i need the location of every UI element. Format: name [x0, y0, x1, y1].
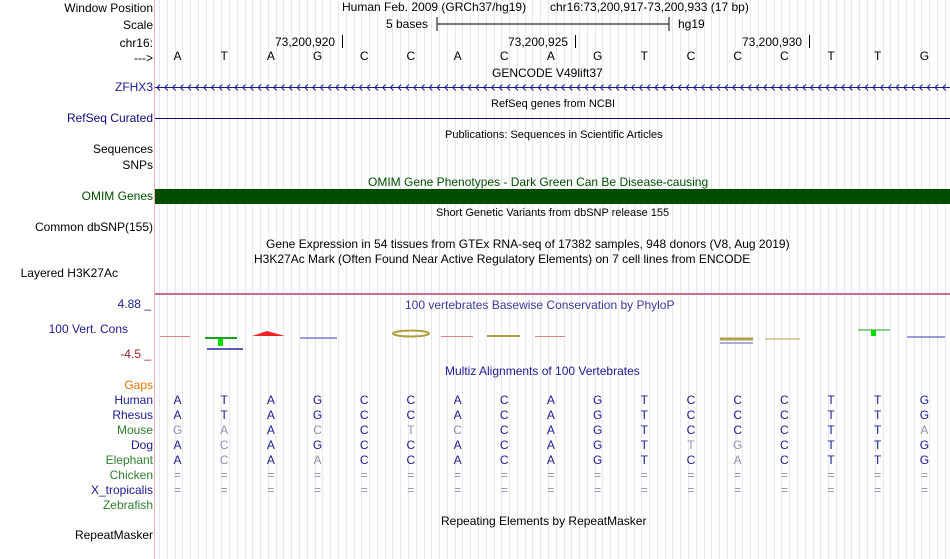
aligned-base: C	[686, 393, 696, 407]
aligned-base: =	[780, 468, 788, 482]
species-label-mouse[interactable]: Mouse	[116, 423, 153, 437]
aligned-base: =	[173, 468, 181, 482]
phylop-min-label: -4.5 _	[120, 347, 151, 361]
omim-track-title: OMIM Gene Phenotypes - Dark Green Can Be Disease-causing	[368, 175, 709, 189]
species-label-human[interactable]: Human	[114, 393, 153, 407]
aligned-base: C	[499, 453, 509, 467]
aligned-base: =	[407, 468, 415, 482]
aligned-base: T	[407, 423, 415, 437]
aligned-base: =	[267, 483, 275, 497]
aligned-base: =	[687, 468, 695, 482]
aligned-base: C	[686, 408, 696, 422]
reference-base: T	[640, 49, 648, 63]
chrom-label: chr16:	[119, 36, 153, 50]
aligned-base: =	[780, 483, 788, 497]
aligned-base: G	[592, 453, 603, 467]
aligned-base: T	[220, 393, 228, 407]
aligned-base: T	[640, 393, 648, 407]
aligned-base: =	[267, 468, 275, 482]
aligned-base: C	[779, 453, 789, 467]
aligned-base: =	[220, 483, 228, 497]
aligned-base: T	[640, 423, 648, 437]
coord-label-1: 73,200,920	[275, 35, 336, 49]
aligned-base: =	[547, 468, 555, 482]
sequences-track-label[interactable]: Sequences	[92, 142, 153, 156]
phylop-signal[interactable]	[155, 0, 950, 360]
aligned-base: =	[454, 483, 462, 497]
aligned-base: A	[266, 453, 275, 467]
aligned-base: A	[546, 393, 555, 407]
species-label-zebrafish[interactable]: Zebrafish	[102, 498, 153, 512]
aligned-base: T	[687, 438, 695, 452]
dbsnp-track-title: Short Genetic Variants from dbSNP release 155	[436, 207, 670, 219]
aligned-base: C	[219, 438, 229, 452]
aligned-base: C	[406, 408, 416, 422]
reference-base: C	[406, 49, 416, 63]
assembly-name: Human Feb. 2009 (GRCh37/hg19)	[342, 0, 527, 14]
omim-track-label[interactable]: OMIM Genes	[81, 189, 153, 203]
gtex-track-title: Gene Expression in 54 tissues from GTEx RNA-seq of 17382 samples, 948 donors (V8, Aug 2019)	[266, 237, 790, 251]
species-label-x_tropicalis[interactable]: X_tropicalis	[90, 483, 153, 497]
aligned-base: =	[640, 483, 648, 497]
aligned-base: T	[874, 393, 882, 407]
aligned-base: C	[406, 438, 416, 452]
reference-base: G	[592, 49, 603, 63]
phylop-track-title: 100 vertebrates Basewise Conservation by PhyloP	[405, 298, 675, 312]
reference-base: C	[359, 49, 369, 63]
h3k27ac-track-title: H3K27Ac Mark (Often Found Near Active Regulatory Elements) on 7 cell lines from ENCODE	[254, 252, 751, 266]
track-area[interactable]	[155, 0, 950, 559]
aligned-base: C	[779, 393, 789, 407]
reference-base: G	[919, 49, 930, 63]
repeatmasker-track-label[interactable]: RepeatMasker	[74, 528, 153, 542]
aligned-base: G	[592, 438, 603, 452]
h3k27ac-track-label[interactable]: Layered H3K27Ac	[20, 266, 118, 280]
aligned-base: C	[779, 408, 789, 422]
aligned-base: C	[219, 453, 229, 467]
phylop-track-label[interactable]: 100 Vert. Cons	[48, 322, 128, 336]
gencode-track-title: GENCODE V49lift37	[492, 66, 603, 80]
aligned-base: C	[406, 393, 416, 407]
aligned-base: T	[827, 423, 835, 437]
aligned-base: C	[313, 423, 322, 437]
window-position: chr16:73,200,917-73,200,933 (17 bp)	[550, 0, 749, 14]
aligned-base: T	[640, 408, 648, 422]
aligned-base: A	[313, 453, 322, 467]
coord-label-2: 73,200,925	[508, 35, 569, 49]
aligned-base: =	[920, 483, 928, 497]
aligned-base: =	[500, 483, 508, 497]
aligned-base: =	[314, 468, 322, 482]
aligned-base: T	[874, 438, 882, 452]
snps-track-label[interactable]: SNPs	[122, 158, 153, 172]
aligned-base: C	[733, 393, 742, 407]
reference-base: A	[173, 49, 182, 63]
aligned-base: C	[499, 408, 509, 422]
aligned-base: C	[359, 423, 369, 437]
gaps-label: Gaps	[124, 378, 153, 392]
aligned-base: A	[453, 408, 462, 422]
reference-base: C	[499, 49, 509, 63]
aligned-base: G	[592, 393, 603, 407]
phylop-max-label: 4.88 _	[117, 297, 151, 311]
aligned-base: A	[546, 438, 555, 452]
aligned-base: A	[453, 438, 462, 452]
aligned-base: C	[733, 423, 742, 437]
aligned-base: G	[919, 438, 930, 452]
aligned-base: =	[920, 468, 928, 482]
aligned-base: C	[779, 423, 789, 437]
aligned-base: =	[687, 483, 695, 497]
reference-base: C	[779, 49, 789, 63]
aligned-base: C	[359, 408, 369, 422]
aligned-base: C	[686, 453, 696, 467]
aligned-base: A	[733, 453, 742, 467]
scale-db: hg19	[678, 17, 705, 31]
aligned-base: C	[779, 438, 789, 452]
scale-label: Scale	[122, 18, 153, 32]
refseq-track-title: RefSeq genes from NCBI	[491, 98, 616, 110]
gencode-track-label[interactable]: ZFHX3	[114, 80, 153, 94]
aligned-base: =	[454, 468, 462, 482]
aligned-base: A	[173, 408, 182, 422]
aligned-base: =	[594, 468, 602, 482]
aligned-base: G	[312, 408, 323, 422]
aligned-base: T	[640, 438, 648, 452]
publications-track-title: Publications: Sequences in Scientific Articles	[445, 129, 663, 141]
aligned-base: C	[499, 393, 509, 407]
aligned-base: =	[173, 483, 181, 497]
aligned-base: =	[874, 483, 882, 497]
aligned-base: =	[547, 483, 555, 497]
species-label-chicken[interactable]: Chicken	[109, 468, 153, 482]
aligned-base: =	[827, 483, 835, 497]
aligned-base: T	[827, 393, 835, 407]
aligned-base: =	[220, 468, 228, 482]
reference-base: G	[312, 49, 323, 63]
species-label-dog[interactable]: Dog	[130, 438, 153, 452]
species-label-elephant[interactable]: Elephant	[105, 453, 153, 467]
repeatmasker-track-title: Repeating Elements by RepeatMasker	[441, 514, 647, 528]
aligned-base: G	[312, 438, 323, 452]
aligned-base: A	[266, 423, 275, 437]
aligned-base: G	[592, 408, 603, 422]
aligned-base: =	[640, 468, 648, 482]
aligned-base: C	[359, 453, 369, 467]
dbsnp-track-label[interactable]: Common dbSNP(155)	[34, 220, 153, 234]
aligned-base: =	[314, 483, 322, 497]
aligned-base: C	[359, 393, 369, 407]
aligned-base: G	[592, 423, 603, 437]
reference-base: T	[874, 49, 882, 63]
aligned-base: =	[734, 483, 742, 497]
aligned-base: G	[919, 453, 930, 467]
reference-base: C	[733, 49, 742, 63]
aligned-base: T	[220, 408, 228, 422]
aligned-base: =	[594, 483, 602, 497]
aligned-base: A	[453, 453, 462, 467]
strand-label: --->	[134, 51, 153, 65]
aligned-base: G	[919, 393, 930, 407]
aligned-base: C	[499, 423, 509, 437]
aligned-base: T	[874, 453, 882, 467]
reference-base: C	[686, 49, 696, 63]
aligned-base: A	[266, 438, 275, 452]
aligned-base: =	[734, 468, 742, 482]
aligned-base: T	[827, 453, 835, 467]
aligned-base: T	[640, 453, 648, 467]
aligned-base: A	[220, 423, 229, 437]
aligned-base: T	[874, 408, 882, 422]
aligned-base: A	[173, 438, 182, 452]
aligned-base: =	[500, 468, 508, 482]
coord-label-3: 73,200,930	[742, 35, 803, 49]
aligned-base: C	[406, 453, 416, 467]
aligned-base: C	[499, 438, 509, 452]
aligned-base: A	[266, 393, 275, 407]
window-position-label: Window Position	[64, 1, 153, 15]
aligned-base: A	[173, 453, 182, 467]
aligned-base: T	[827, 408, 835, 422]
reference-base: A	[453, 49, 462, 63]
aligned-base: A	[546, 453, 555, 467]
aligned-base: C	[453, 423, 462, 437]
reference-base: T	[220, 49, 228, 63]
reference-base: A	[546, 49, 555, 63]
aligned-base: A	[546, 423, 555, 437]
track-labels	[0, 0, 153, 559]
refseq-track-label[interactable]: RefSeq Curated	[66, 111, 153, 125]
aligned-base: =	[407, 483, 415, 497]
scale-text: 5 bases	[386, 17, 429, 31]
aligned-base: G	[172, 423, 183, 437]
aligned-base: G	[312, 393, 323, 407]
aligned-base: A	[453, 393, 462, 407]
aligned-base: C	[359, 438, 369, 452]
aligned-base: T	[874, 423, 882, 437]
aligned-base: =	[360, 483, 368, 497]
aligned-base: A	[546, 408, 555, 422]
aligned-base: C	[733, 408, 742, 422]
aligned-base: G	[732, 438, 743, 452]
aligned-base: G	[919, 408, 930, 422]
aligned-base: A	[266, 408, 275, 422]
reference-base: T	[827, 49, 835, 63]
aligned-base: =	[874, 468, 882, 482]
aligned-base: T	[827, 438, 835, 452]
aligned-base: C	[686, 423, 696, 437]
multiz-track-title: Multiz Alignments of 100 Vertebrates	[445, 364, 640, 378]
species-label-rhesus[interactable]: Rhesus	[112, 408, 153, 422]
aligned-base: A	[920, 423, 929, 437]
aligned-base: =	[360, 468, 368, 482]
aligned-base: =	[827, 468, 835, 482]
reference-base: A	[266, 49, 275, 63]
aligned-base: A	[173, 393, 182, 407]
